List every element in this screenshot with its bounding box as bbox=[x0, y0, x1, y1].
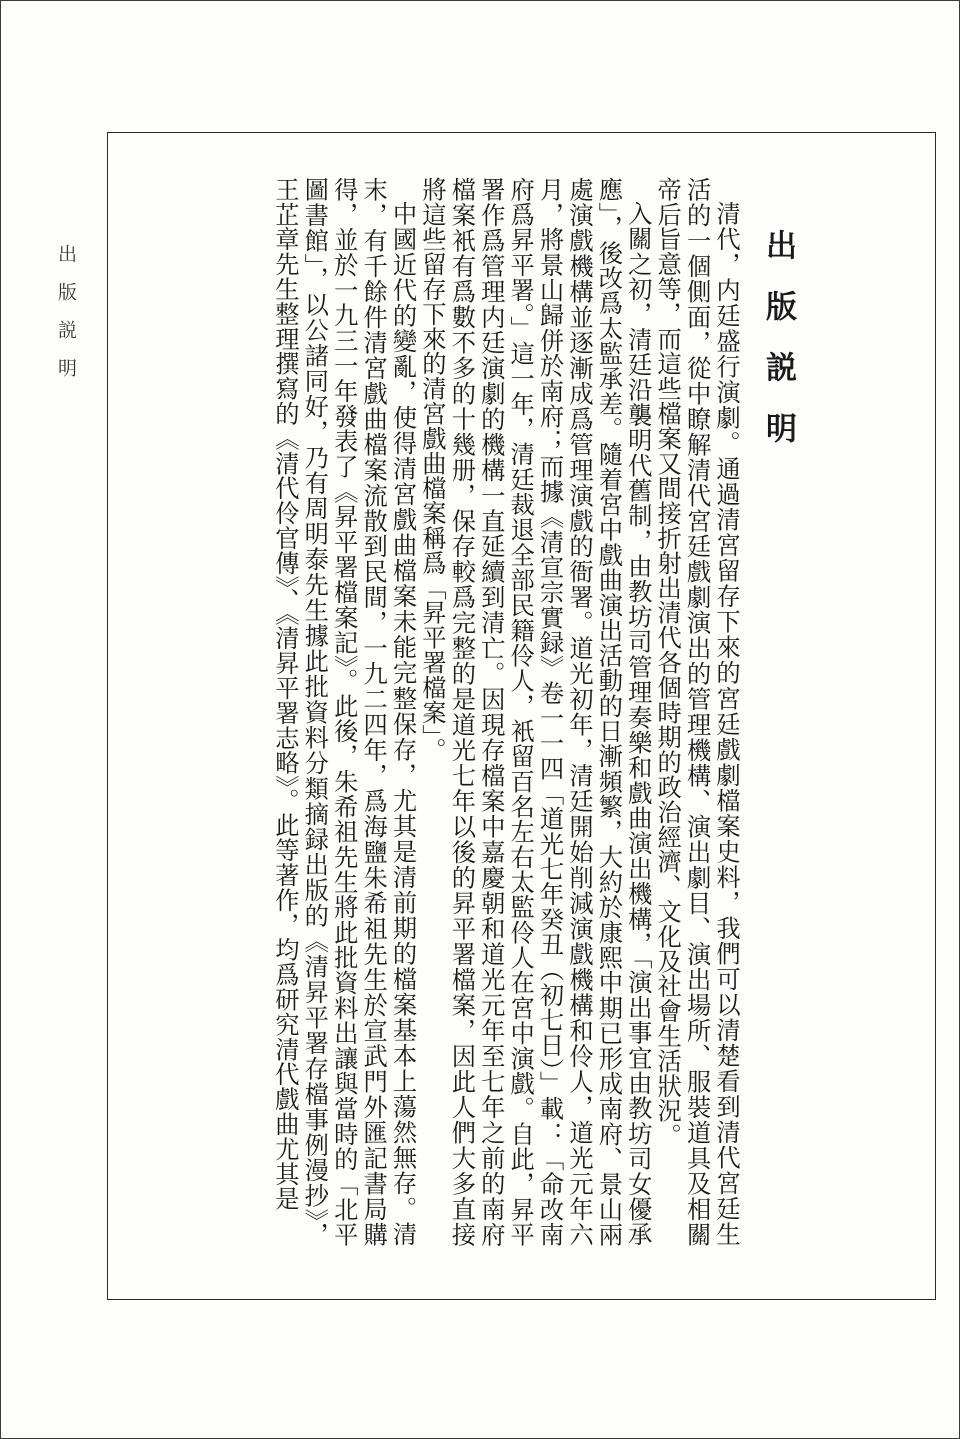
body-text bbox=[141, 177, 741, 1247]
running-head: 出版説明 bbox=[55, 244, 77, 396]
paragraph: 中國近代的變亂，使得清宮戲曲檔案未能完整保存，尤其是清前期的檔案基本上蕩然無存。清末，有千餘件清宮戲曲檔案流散到民間，一九二四年，爲海鹽朱希祖先生於宣武門外匯記書局購得，並於一九三一年發表了《昇平署檔案記》。此後，朱希祖先生將此批資料出讓與當時的「北平圖書館」，以公諸同好，乃有周明泰先生據此批資料分類摘録出版的《清昇平署存檔事例漫抄》，王芷章先生整理撰寫的《清代伶官傳》、《清昇平署志略》。此等著作，均爲研究清代戲曲尤其是 bbox=[270, 177, 418, 1247]
page-title: 出版説明 bbox=[760, 229, 796, 473]
paragraph: 清代，内廷盛行演劇。通過清宮留存下來的宮廷戲劇檔案史料，我們可以清楚看到清代宮廷生活的一個側面，從中瞭解清代宮廷戲劇演出的管理機構、演出劇目、演出場所、服裝道具及相關帝后旨意等，而這些檔案又間接折射出清代各個時期的政治經濟、文化及社會生活狀況。 bbox=[653, 177, 741, 1247]
paragraph: 入關之初，清廷沿襲明代舊制，由教坊司管理奏樂和戲曲演出機構，「演出事宜由教坊司女優承應」，後改爲太監承差。隨着宮中戲曲演出活動的日漸頻繁，大約於康熙中期已形成南府、景山兩處演戲機構並逐漸成爲管理演戲的衙署。道光初年，清廷開始削減演戲機構和伶人，道光元年六月，將景山歸併於南府；而據《清宣宗實録》卷一一四「道光七年癸丑（初七日）」載：「命改南府爲昇平署。」這一年，清廷裁退全部民籍伶人，衹留百名左右太監伶人在宮中演戲。自此，昇平署作爲管理内廷演劇的機構一直延續到清亡。因現存檔案中嘉慶朝和道光元年至七年之前的南府檔案衹有爲數不多的十幾册，保存較爲完整的是道光七年以後的昇平署檔案，因此人們大多直接將這些留存下來的清宮戲曲檔案稱爲「昇平署檔案」。 bbox=[417, 177, 653, 1247]
